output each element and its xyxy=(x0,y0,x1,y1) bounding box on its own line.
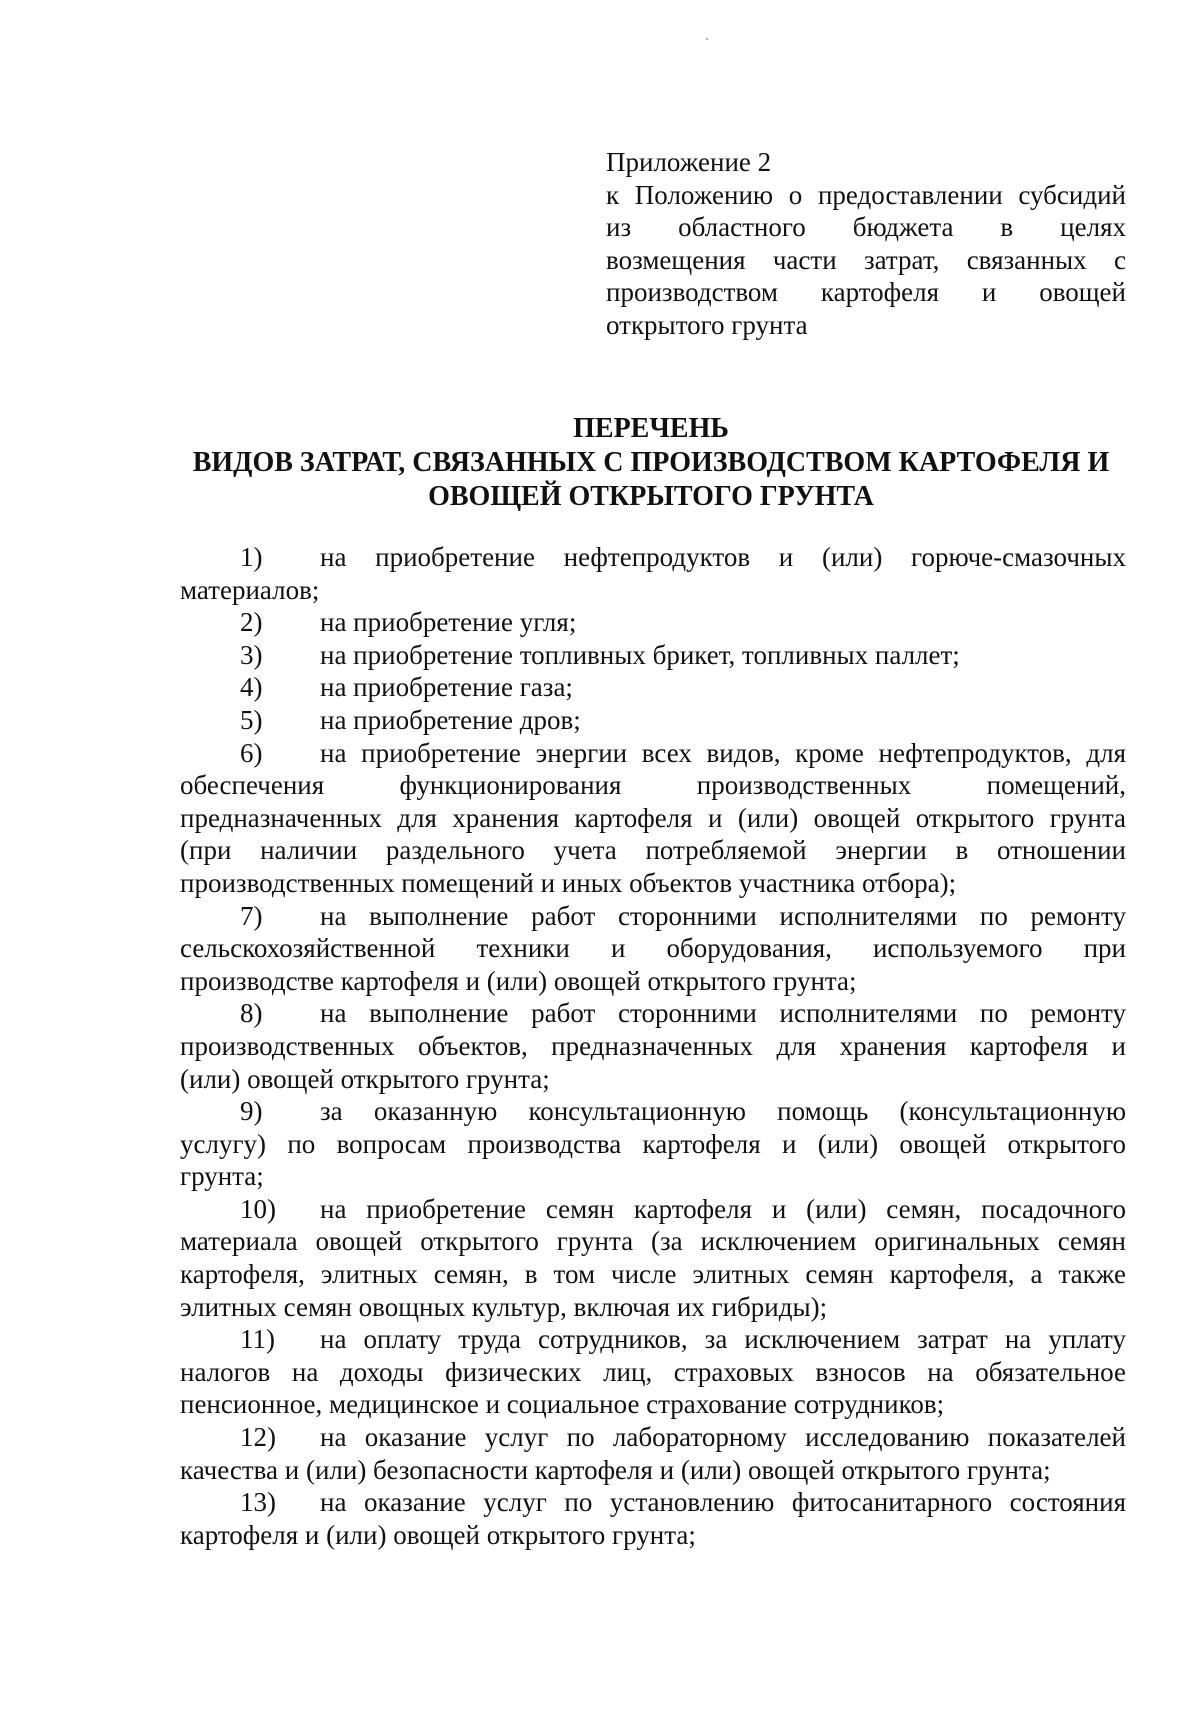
list-item xyxy=(180,1421,1126,1486)
list-item-line xyxy=(180,1486,1126,1519)
document-title xyxy=(176,412,1126,514)
annex-header xyxy=(606,146,1126,342)
list-item-line: (или) овощей открытого грунта; xyxy=(180,1063,550,1094)
cost-list xyxy=(180,541,1126,1551)
list-item-number: 6) xyxy=(240,737,263,768)
title-line: ВИДОВ ЗАТРАТ, СВЯЗАННЫХ С ПРОИЗВОДСТВОМ КАРТОФЕЛЯ И xyxy=(192,447,1110,478)
list-item-text: на приобретение семян картофеля и (или) семян, посадочного xyxy=(320,1193,1126,1224)
list-item-line: элитных семян овощных культур, включая их гибриды); xyxy=(180,1291,828,1322)
list-item xyxy=(180,541,1126,606)
list-item-text: на приобретение газа; xyxy=(320,672,573,703)
list-item-number: 12) xyxy=(240,1422,276,1453)
list-item-number: 2) xyxy=(240,607,263,638)
list-item-line: картофеля и (или) овощей открытого грунта; xyxy=(180,1519,696,1550)
list-item-line: производственных объектов, предназначенных для хранения картофеля и xyxy=(180,1030,1126,1061)
list-item-line: производстве картофеля и (или) овощей открытого грунта; xyxy=(180,965,857,996)
list-item-line xyxy=(180,1095,1126,1128)
list-item xyxy=(180,704,1126,737)
list-item-line: пенсионное, медицинское и социальное страхование сотрудников; xyxy=(180,1389,945,1420)
list-item xyxy=(180,737,1126,900)
list-item-line xyxy=(180,900,1126,933)
list-item-text: на приобретение энергии всех видов, кроме нефтепродуктов, для xyxy=(320,737,1126,768)
list-item-line xyxy=(180,541,1126,574)
list-item-line xyxy=(180,1421,1126,1454)
annex-line: возмещения части затрат, связанных с xyxy=(606,244,1126,275)
annex-number: Приложение 2 xyxy=(606,147,772,177)
list-item-line: картофеля, элитных семян, в том числе элитных семян картофеля, а также xyxy=(180,1259,1126,1290)
title-line: ОВОЩЕЙ ОТКРЫТОГО ГРУНТА xyxy=(428,481,874,512)
list-item-number: 4) xyxy=(240,672,263,703)
list-item-number: 7) xyxy=(240,900,263,931)
list-item-line: сельскохозяйственной техники и оборудования, используемого при xyxy=(180,933,1126,964)
list-item-text: на оплату труда сотрудников, за исключением затрат на уплату xyxy=(320,1324,1126,1355)
list-item-number: 3) xyxy=(240,639,263,670)
list-item-text: на приобретение угля; xyxy=(320,607,577,638)
list-item-line: (при наличии раздельного учета потребляемой энергии в отношении xyxy=(180,835,1126,866)
list-item-line: качества и (или) безопасности картофеля и (или) овощей открытого грунта; xyxy=(180,1454,1051,1485)
list-item xyxy=(180,997,1126,1095)
scan-speck xyxy=(706,38,708,40)
title-line: ПЕРЕЧЕНЬ xyxy=(573,413,729,444)
list-item-line xyxy=(180,997,1126,1030)
list-item-line xyxy=(180,1193,1126,1226)
list-item-text: на оказание услуг по лабораторному исследованию показателей xyxy=(320,1422,1126,1453)
annex-line: из областного бюджета в целях xyxy=(606,212,1126,243)
list-item xyxy=(180,1486,1126,1551)
list-item xyxy=(180,671,1126,704)
list-item xyxy=(180,1323,1126,1421)
list-item-text: на выполнение работ сторонними исполнителями по ремонту xyxy=(320,998,1126,1029)
list-item-number: 11) xyxy=(240,1324,275,1355)
list-item-line: производственных помещений и иных объектов участника отбора); xyxy=(180,867,957,898)
list-item xyxy=(180,1095,1126,1193)
list-item-line xyxy=(180,1323,1126,1356)
list-item-number: 5) xyxy=(240,704,263,735)
list-item-text: на выполнение работ сторонними исполнителями по ремонту xyxy=(320,900,1126,931)
list-item-number: 9) xyxy=(240,1096,263,1127)
list-item-number: 8) xyxy=(240,998,263,1029)
list-item-number: 13) xyxy=(240,1487,276,1518)
list-item-line xyxy=(180,639,1126,672)
list-item xyxy=(180,900,1126,998)
list-item-line: налогов на доходы физических лиц, страховых взносов на обязательное xyxy=(180,1356,1126,1387)
annex-line: к Положению о предоставлении субсидий xyxy=(606,179,1126,210)
list-item-line xyxy=(180,737,1126,770)
list-item-line: материала овощей открытого грунта (за исключением оригинальных семян xyxy=(180,1226,1126,1257)
list-item-text: на приобретение нефтепродуктов и (или) горюче-смазочных xyxy=(320,542,1126,572)
annex-line: открытого грунта xyxy=(606,309,808,340)
list-item-line: обеспечения функционирования производственных помещений, xyxy=(180,770,1126,801)
list-item-line: грунта; xyxy=(180,1161,264,1192)
list-item-number: 1) xyxy=(240,542,263,572)
list-item xyxy=(180,639,1126,672)
list-item-text: на приобретение дров; xyxy=(320,704,581,735)
list-item-line: предназначенных для хранения картофеля и (или) овощей открытого грунта xyxy=(180,802,1126,833)
list-item-line: услугу) по вопросам производства картофеля и (или) овощей открытого xyxy=(180,1128,1126,1159)
list-item-text: на приобретение топливных брикет, топливных паллет; xyxy=(320,639,960,670)
list-item-text: за оказанную консультационную помощь (консультационную xyxy=(320,1096,1126,1127)
list-item-line xyxy=(180,606,1126,639)
list-item-number: 10) xyxy=(240,1193,276,1224)
list-item-line: материалов; xyxy=(180,574,320,605)
annex-line: производством картофеля и овощей xyxy=(606,277,1126,308)
list-item xyxy=(180,606,1126,639)
list-item xyxy=(180,1193,1126,1323)
list-item-text: на оказание услуг по установлению фитосанитарного состояния xyxy=(320,1487,1126,1518)
list-item-line xyxy=(180,671,1126,704)
list-item-line xyxy=(180,704,1126,737)
